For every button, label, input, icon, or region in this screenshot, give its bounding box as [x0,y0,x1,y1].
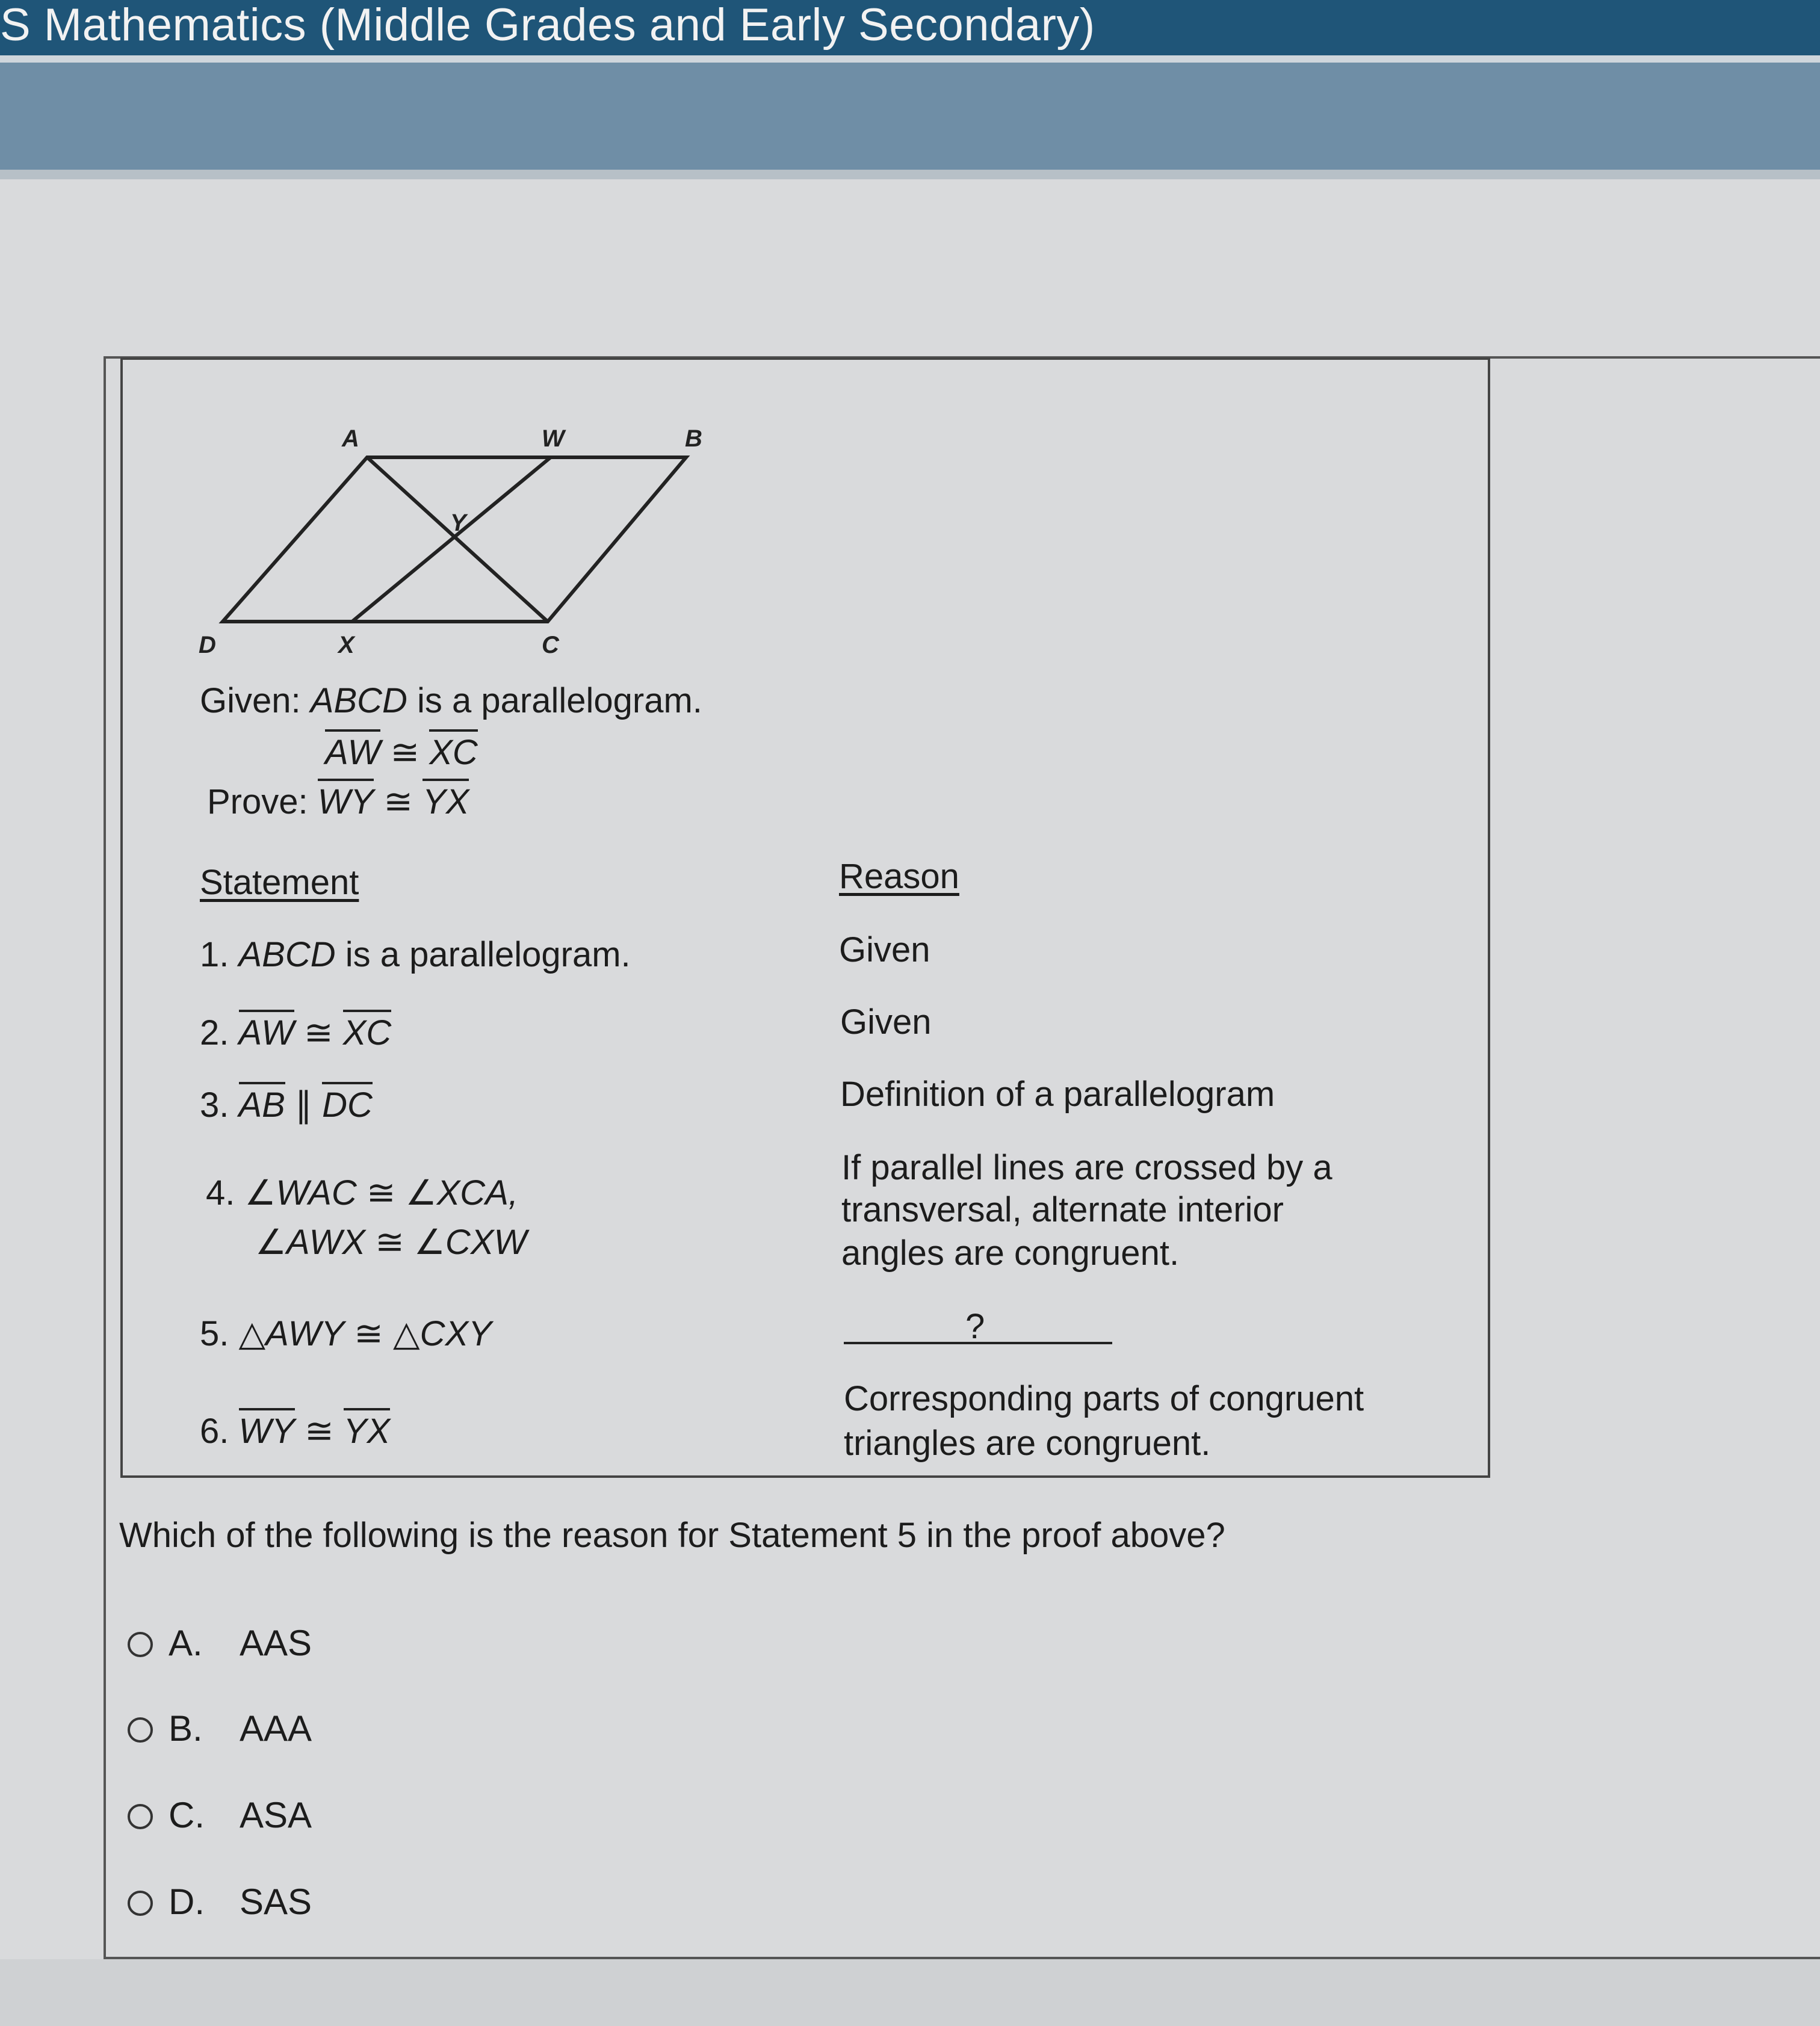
label-d: D [199,632,216,658]
segment-right: YX [344,1408,390,1451]
label-y: Y [450,510,466,536]
radio-button[interactable] [128,1804,153,1829]
reason-4-line-3: angles are congruent. [841,1234,1180,1273]
label-a: A [342,425,359,452]
congruent-symbol: ≅ [354,1314,383,1353]
choice-letter: D. [169,1882,205,1922]
question-text: Which of the following is the reason for Statement 5 in the proof above? [119,1516,1225,1555]
statement-4-line-1 [206,1173,518,1213]
parallel-symbol: ∥ [295,1086,312,1125]
title-divider [0,55,1820,63]
bottom-strip [0,1959,1820,2026]
prove-segment-right: YX [422,779,469,821]
parallelogram-figure [181,415,758,668]
statement-2 [200,1013,391,1053]
choice-letter: B. [169,1708,203,1749]
triangle-right: △CXY [393,1314,492,1353]
header-band-shadow [0,170,1820,179]
congruent-symbol: ≅ [305,1412,334,1451]
segment-right: DC [322,1082,373,1125]
step-number: 4. [206,1173,235,1212]
given-segment-right: XC [429,729,478,772]
given-congruent-symbol: ≅ [390,733,420,772]
angle-right: ∠XCA, [405,1173,518,1212]
radio-button[interactable] [128,1632,153,1657]
choice-letter: A. [169,1623,203,1663]
statement-4-line-2 [255,1223,527,1262]
congruent-symbol: ≅ [304,1013,333,1052]
prove-congruent-symbol: ≅ [383,782,413,821]
reason-1: Given [839,930,930,969]
statement-header: Statement [200,863,359,902]
label-c: C [542,632,559,658]
step-number: 1. [200,935,229,974]
triangle-left: △AWY [238,1314,345,1353]
radio-button[interactable] [128,1891,153,1916]
given-congruence [325,733,478,773]
given-segment-left: AW [325,729,380,772]
reason-4-line-1: If parallel lines are crossed by a [841,1148,1332,1187]
label-x: X [338,632,354,658]
statement-3 [200,1086,373,1125]
segment-left: WY [239,1408,295,1451]
page-title: S Mathematics (Middle Grades and Early Secondary) [0,0,1095,51]
statement-5 [200,1314,492,1354]
congruent-symbol: ≅ [375,1223,404,1262]
label-b: B [685,425,702,452]
step-number: 2. [200,1013,229,1052]
segment-left: AB [239,1082,285,1125]
reason-5-blank-line [844,1342,1112,1344]
choice-letter: C. [169,1795,205,1835]
statement-1 [200,935,631,975]
step-number: 5. [200,1314,229,1353]
prove-line [207,782,469,822]
choice-text: AAA [240,1708,312,1749]
congruent-symbol: ≅ [366,1173,396,1212]
statement-text: is a parallelogram. [335,935,631,974]
choice-text: AAS [240,1623,312,1663]
label-w: W [542,425,565,452]
reason-header: Reason [839,857,959,896]
reason-2: Given [840,1002,932,1042]
reason-6-line-1: Corresponding parts of congruent [844,1379,1364,1418]
angle-left: ∠AWX [255,1223,366,1262]
segment-right: XC [343,1010,392,1052]
segment-left: AW [239,1010,294,1052]
given-text: is a parallelogram. [407,681,702,720]
header-band [0,63,1820,170]
step-number: 6. [200,1412,229,1451]
reason-3: Definition of a parallelogram [840,1075,1275,1114]
angle-left: ∠WAC [244,1173,357,1212]
statement-figure-name: ABCD [238,935,336,974]
given-figure-name: ABCD [310,681,407,720]
given-line [200,681,702,721]
prove-segment-left: WY [318,779,374,821]
reason-5-unknown: ? [965,1307,985,1346]
parallelogram-abcd [223,457,686,622]
prove-label: Prove: [207,782,308,821]
given-label: Given: [200,681,301,720]
step-number: 3. [200,1086,229,1125]
title-bar [0,0,1820,55]
radio-button[interactable] [128,1717,153,1743]
statement-6 [200,1412,390,1451]
choice-text: ASA [240,1795,312,1835]
angle-right: ∠CXW [413,1223,527,1262]
choice-text: SAS [240,1882,312,1922]
reason-6-line-2: triangles are congruent. [844,1424,1211,1463]
reason-4-line-2: transversal, alternate interior [841,1190,1284,1229]
